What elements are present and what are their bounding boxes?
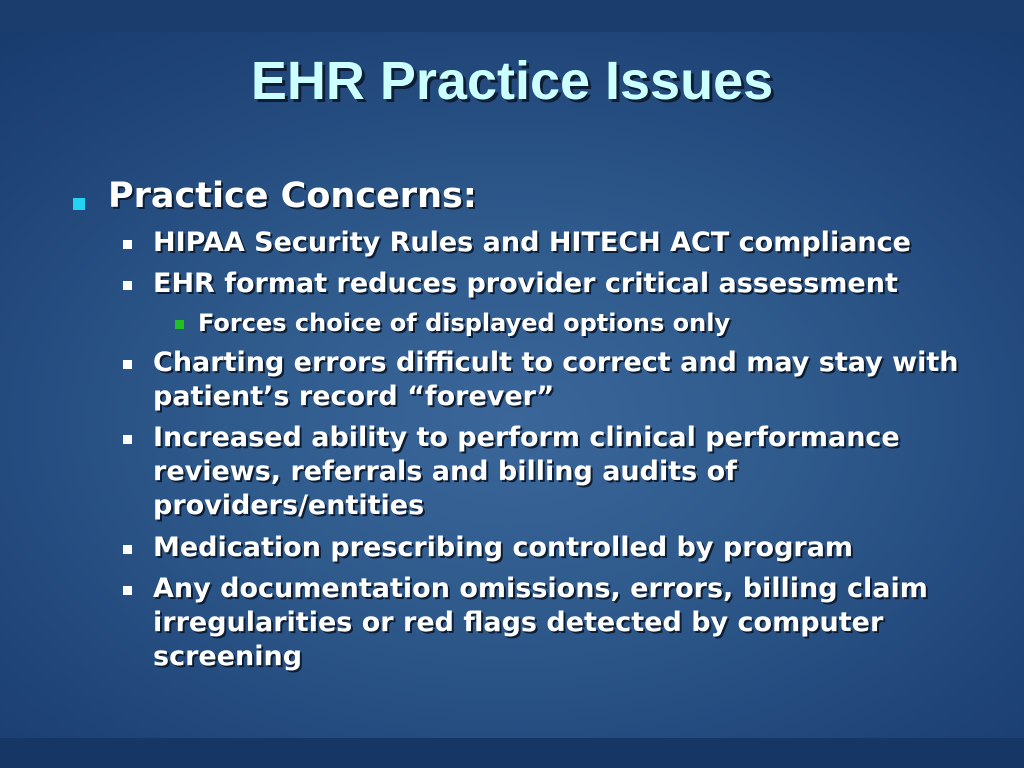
bullet-medication-prescribing: Medication prescribing controlled by program — [153, 532, 854, 563]
bullet-increased-ability: Increased ability to perform clinical performance reviews, referrals and billing audits of providers/entities — [153, 422, 900, 521]
bullet-square-icon — [123, 435, 132, 444]
sub-bullet-forces-choice: Forces choice of displayed options only — [198, 309, 731, 337]
bullet-documentation-omissions: Any documentation omissions, errors, billing claim irregularities or red flags detected by computer screening — [153, 573, 928, 672]
bullet-hipaa: HIPAA Security Rules and HITECH ACT compliance — [153, 227, 911, 258]
bullet-square-icon — [123, 240, 132, 249]
sub-bullet-square-icon — [175, 320, 184, 329]
slide-title: EHR Practice Issues — [250, 51, 774, 111]
bullet-square-icon — [123, 360, 132, 369]
bullet-charting-errors: Charting errors difficult to correct and may stay with patient’s record “forever” — [153, 347, 959, 412]
bullet-square-icon — [123, 586, 132, 595]
bullet-square-icon — [123, 281, 132, 290]
bullet-square-icon — [123, 545, 132, 554]
bullet-ehr-format: EHR format reduces provider critical assessment — [153, 268, 898, 299]
level1-bullet-square-icon — [73, 198, 85, 210]
practice-concerns-heading: Practice Concerns: — [108, 176, 477, 216]
